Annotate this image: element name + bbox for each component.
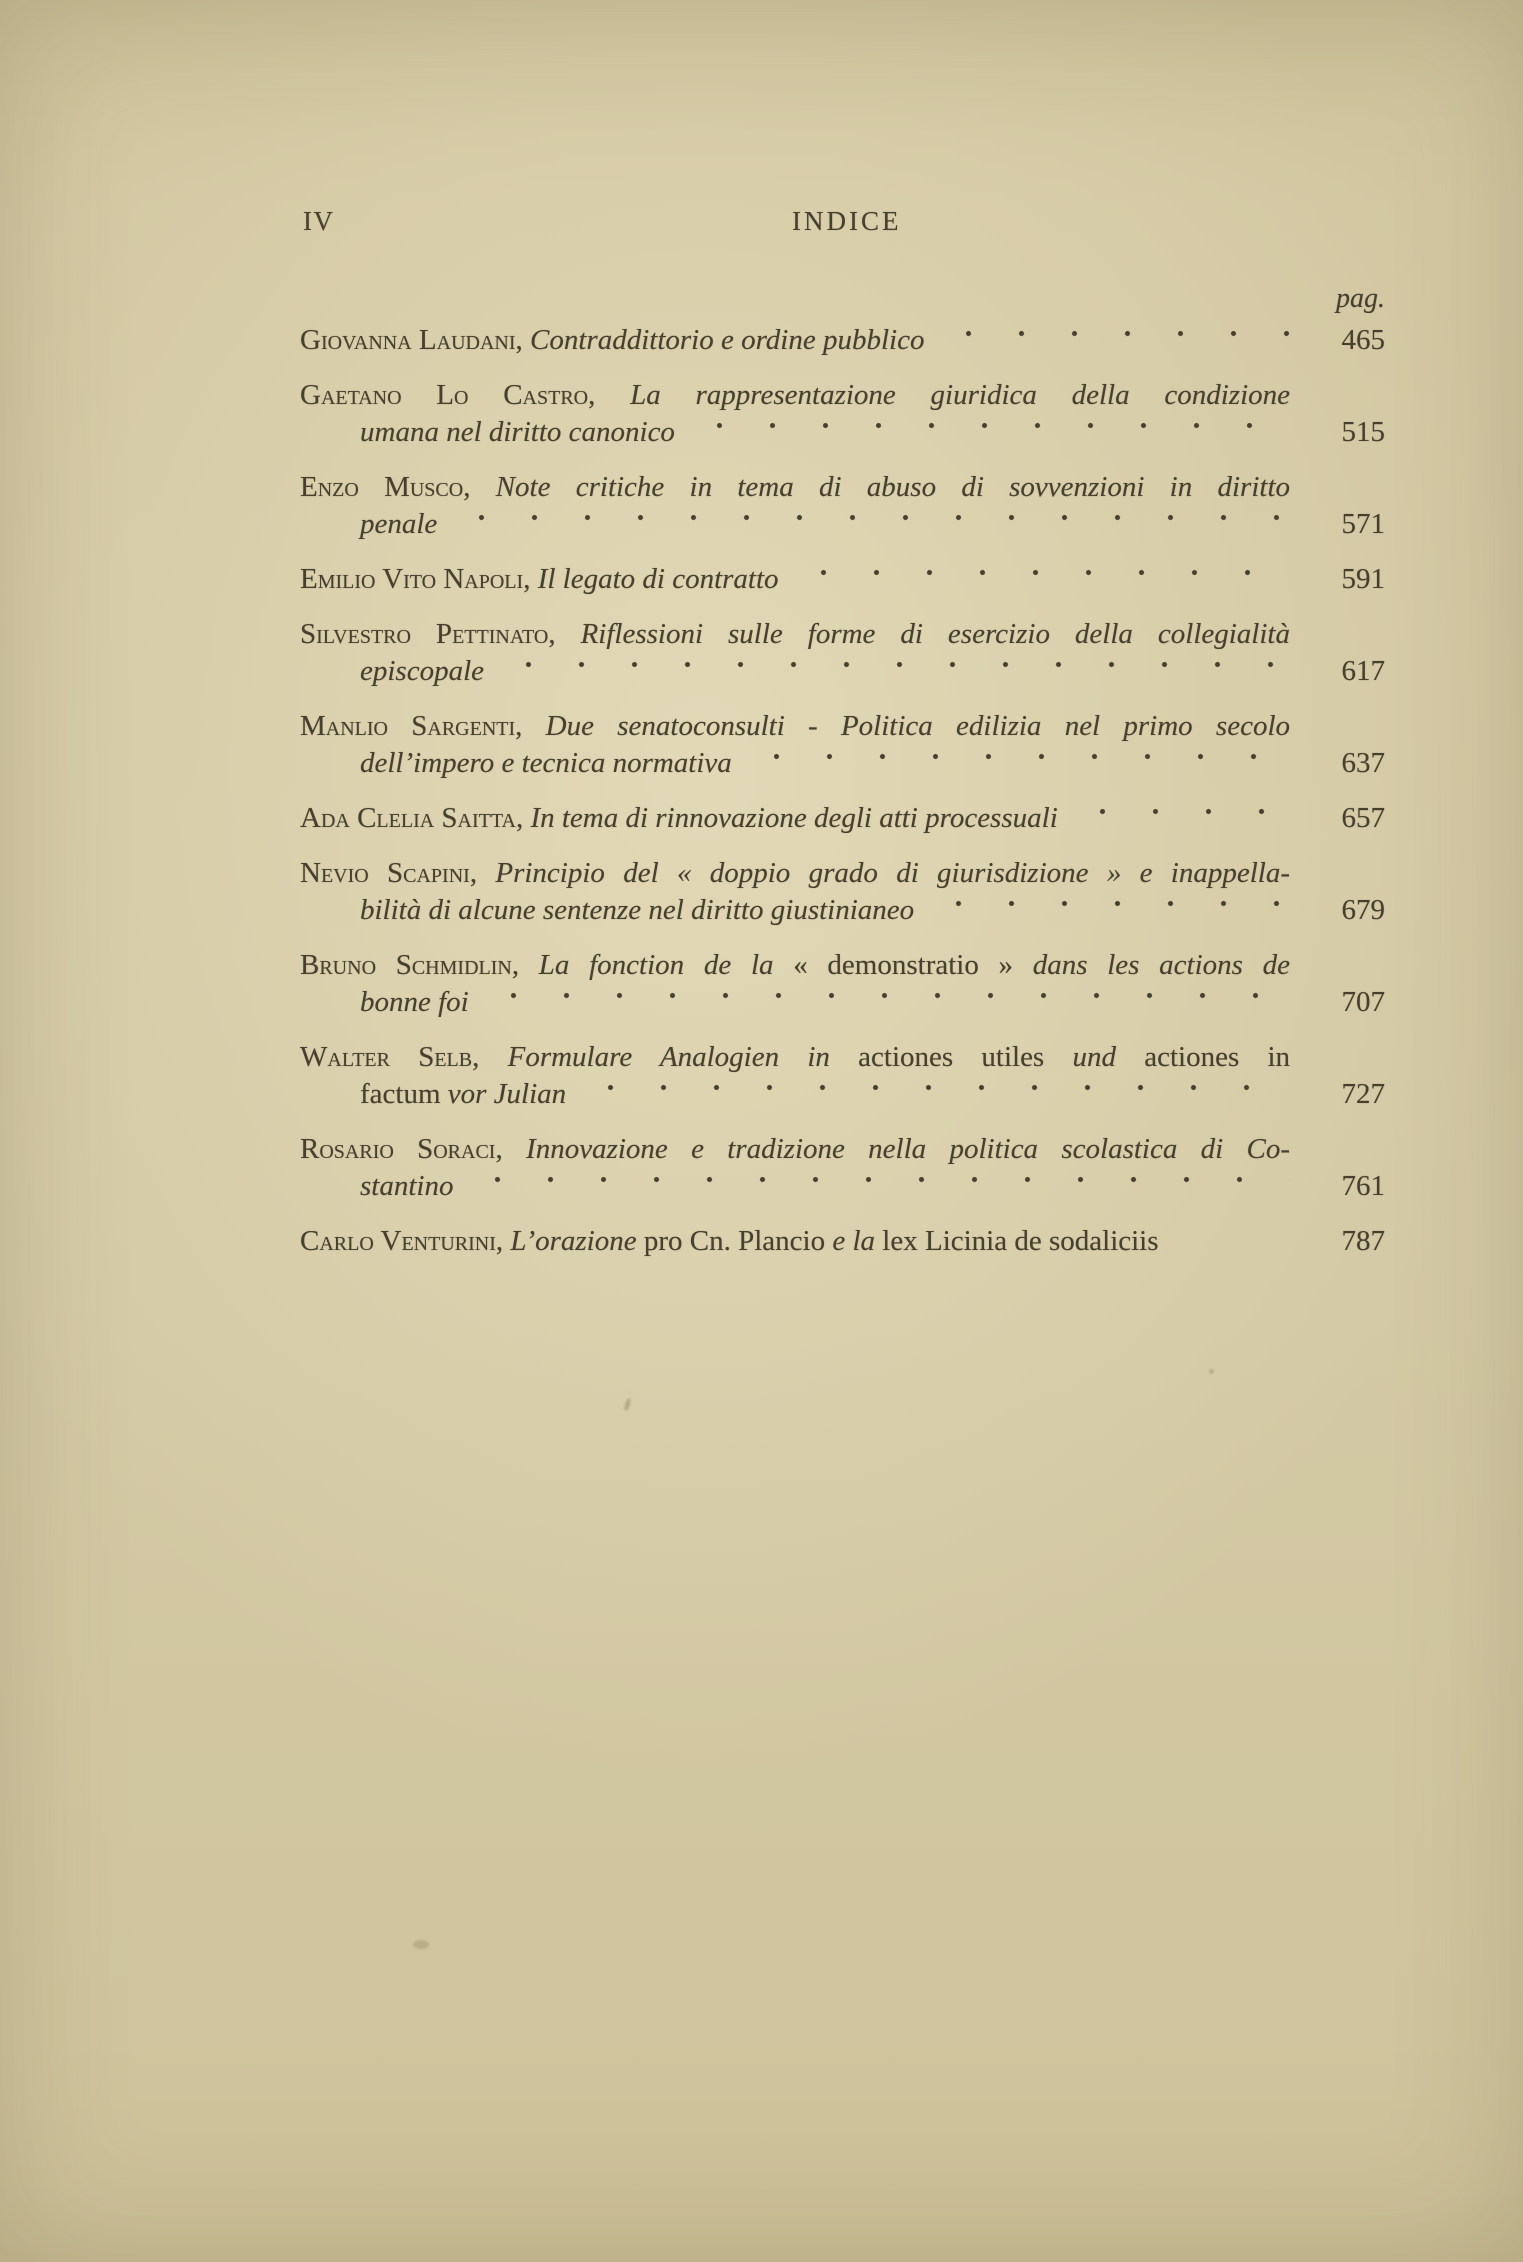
toc-author: Silvestro Pettinato bbox=[300, 618, 549, 650]
toc-line bbox=[300, 800, 1385, 837]
toc-title-segment: stantino bbox=[360, 1170, 454, 1202]
toc-page-number: 761 bbox=[1341, 1170, 1385, 1202]
toc-entry bbox=[300, 1223, 1385, 1260]
toc-title-segment: episcopale bbox=[360, 655, 485, 687]
toc-entry bbox=[300, 947, 1385, 1021]
toc-line-text bbox=[360, 745, 732, 782]
toc-line-text bbox=[360, 1168, 453, 1205]
toc-author: Rosario Soraci bbox=[300, 1133, 496, 1165]
toc-title-segment: « demonstratio » bbox=[793, 949, 1014, 981]
dot-leader bbox=[481, 984, 1290, 1021]
paper-speck bbox=[413, 1940, 429, 1949]
toc-author: Emilio Vito Napoli bbox=[300, 563, 524, 595]
toc-author: Carlo Venturini bbox=[300, 1225, 496, 1257]
toc-title-segment: actiones utiles bbox=[858, 1041, 1073, 1073]
dot-leader bbox=[791, 561, 1290, 598]
toc-title-segment: actiones in bbox=[1144, 1041, 1291, 1073]
toc-entry bbox=[300, 616, 1385, 690]
dot-leader bbox=[1070, 800, 1290, 837]
toc-line-text bbox=[300, 322, 924, 359]
toc-list bbox=[300, 322, 1385, 1260]
toc-page-number: 787 bbox=[1341, 1225, 1385, 1257]
toc-title-segment: In tema di rinnovazione degli atti processuali bbox=[530, 802, 1058, 834]
toc-line bbox=[300, 1131, 1385, 1168]
toc-entry bbox=[300, 708, 1385, 782]
toc-title-segment: , bbox=[495, 1133, 527, 1165]
toc-line bbox=[300, 616, 1385, 653]
dot-leader bbox=[926, 892, 1290, 929]
toc-title-segment: vor Julian bbox=[447, 1078, 567, 1110]
toc-line bbox=[300, 561, 1385, 598]
toc-line bbox=[300, 984, 1385, 1021]
toc-title-segment: factum bbox=[360, 1078, 448, 1110]
toc-author: Ada Clelia Saitta bbox=[300, 802, 516, 834]
toc-entry bbox=[300, 322, 1385, 359]
toc-line bbox=[300, 745, 1385, 782]
toc-line bbox=[300, 469, 1385, 506]
toc-title-segment: Il legato di contratto bbox=[537, 563, 779, 595]
page-title: INDICE bbox=[792, 206, 902, 236]
toc-title-segment: penale bbox=[360, 508, 438, 540]
toc-line-text bbox=[360, 892, 914, 929]
toc-title-segment: La fonction de la bbox=[538, 949, 794, 981]
dot-leader bbox=[744, 745, 1290, 782]
toc-page-number: 637 bbox=[1341, 747, 1385, 779]
toc-title-segment: bonne foi bbox=[360, 986, 469, 1018]
toc-page-number: 465 bbox=[1341, 324, 1385, 356]
toc-page-number: 707 bbox=[1341, 986, 1385, 1018]
toc-author: Gaetano Lo Castro bbox=[300, 379, 589, 411]
toc-line bbox=[300, 506, 1385, 543]
paper-speck bbox=[623, 1398, 632, 1412]
toc-line-text bbox=[360, 506, 437, 543]
page-column-label: pag. bbox=[1336, 283, 1385, 314]
toc-entry bbox=[300, 469, 1385, 543]
dot-leader bbox=[936, 322, 1290, 359]
toc-title-segment: und bbox=[1072, 1041, 1145, 1073]
toc-entry bbox=[300, 800, 1385, 837]
dot-leader bbox=[578, 1076, 1290, 1113]
toc-line bbox=[300, 653, 1385, 690]
toc-page-number: 679 bbox=[1341, 894, 1385, 926]
toc-line-text bbox=[360, 984, 469, 1021]
toc-title-segment: , bbox=[463, 471, 496, 503]
toc-page-number: 727 bbox=[1341, 1078, 1385, 1110]
toc-title-segment: Principio del « doppio grado di giurisdizione » e inappella- bbox=[495, 857, 1290, 889]
toc-entry bbox=[300, 855, 1385, 929]
toc-author: Bruno Schmidlin bbox=[300, 949, 512, 981]
dot-leader bbox=[687, 414, 1290, 451]
toc-title-segment: , bbox=[469, 857, 496, 889]
toc-title-segment: , bbox=[515, 324, 531, 356]
toc-line bbox=[300, 1076, 1385, 1113]
toc-line bbox=[300, 322, 1385, 359]
toc-line bbox=[300, 1168, 1385, 1205]
toc-line bbox=[300, 1039, 1385, 1076]
toc-title-segment: Riflessioni sulle forme di esercizio della collegialità bbox=[580, 618, 1290, 650]
toc-title-segment: dell’impero e tecnica normativa bbox=[360, 747, 732, 779]
toc-title-segment: e la bbox=[832, 1225, 883, 1257]
page-header bbox=[300, 206, 1385, 242]
toc-title-segment: bilità di alcune sentenze nel diritto giustinianeo bbox=[360, 894, 915, 926]
toc-line bbox=[300, 414, 1385, 451]
toc-line-text bbox=[300, 561, 779, 598]
page-folio: IV bbox=[303, 206, 335, 236]
toc-title-segment: , bbox=[515, 802, 531, 834]
toc-line-text bbox=[360, 1076, 566, 1113]
toc-line bbox=[300, 708, 1385, 745]
toc-line-text bbox=[360, 414, 675, 451]
toc-title-segment: Formulare Analogien in bbox=[507, 1041, 859, 1073]
toc-title-segment: Due senatoconsulti - Politica edilizia nel primo secolo bbox=[545, 710, 1291, 742]
toc-title-segment: L’orazione bbox=[510, 1225, 644, 1257]
dot-leader bbox=[1171, 1223, 1290, 1260]
toc-author: Walter Selb bbox=[300, 1041, 473, 1073]
toc-title-segment: , bbox=[511, 949, 539, 981]
toc-line bbox=[300, 947, 1385, 984]
toc-title-segment: Contraddittorio e ordine pubblico bbox=[530, 324, 925, 356]
toc-title-segment: , bbox=[515, 710, 546, 742]
toc-page-number: 571 bbox=[1341, 508, 1385, 540]
toc-author: Manlio Sargenti bbox=[300, 710, 516, 742]
toc-author: Nevio Scapini bbox=[300, 857, 470, 889]
toc-title-segment: , bbox=[588, 379, 631, 411]
toc-title-segment: umana nel diritto canonico bbox=[360, 416, 675, 448]
toc-title-segment: dans les actions de bbox=[1013, 949, 1290, 981]
toc-page-number: 515 bbox=[1341, 416, 1385, 448]
toc-line bbox=[300, 855, 1385, 892]
toc-page-number: 617 bbox=[1341, 655, 1385, 687]
toc-entry bbox=[300, 1131, 1385, 1205]
toc-author: Giovanna Laudani bbox=[300, 324, 516, 356]
toc-line-text bbox=[300, 1223, 1159, 1260]
toc-line-text bbox=[360, 653, 484, 690]
toc-entry bbox=[300, 1039, 1385, 1113]
toc-entry bbox=[300, 377, 1385, 451]
toc-page-number: 657 bbox=[1341, 802, 1385, 834]
paper-speck bbox=[1209, 1369, 1214, 1374]
toc-title-segment: , bbox=[523, 563, 538, 595]
toc-title-segment: Note critiche in tema di abuso di sovvenzioni in diritto bbox=[495, 471, 1290, 503]
dot-leader bbox=[449, 506, 1290, 543]
toc-title-segment: , bbox=[548, 618, 581, 650]
toc-line bbox=[300, 377, 1385, 414]
dot-leader bbox=[465, 1168, 1290, 1205]
toc-page-number: 591 bbox=[1341, 563, 1385, 595]
toc-line bbox=[300, 892, 1385, 929]
toc-title-segment: lex Licinia de sodaliciis bbox=[882, 1225, 1159, 1257]
toc-entry bbox=[300, 561, 1385, 598]
toc-line bbox=[300, 1223, 1385, 1260]
dot-leader bbox=[496, 653, 1290, 690]
toc-title-segment: Innovazione e tradizione nella politica scolastica di Co- bbox=[526, 1133, 1291, 1165]
toc-title-segment: La rappresentazione giuridica della condizione bbox=[630, 379, 1290, 411]
toc-title-segment: , bbox=[495, 1225, 511, 1257]
toc-author: Enzo Musco bbox=[300, 471, 464, 503]
toc-line-text bbox=[300, 800, 1058, 837]
toc-title-segment: , bbox=[472, 1041, 508, 1073]
toc-title-segment: pro Cn. Plancio bbox=[643, 1225, 833, 1257]
